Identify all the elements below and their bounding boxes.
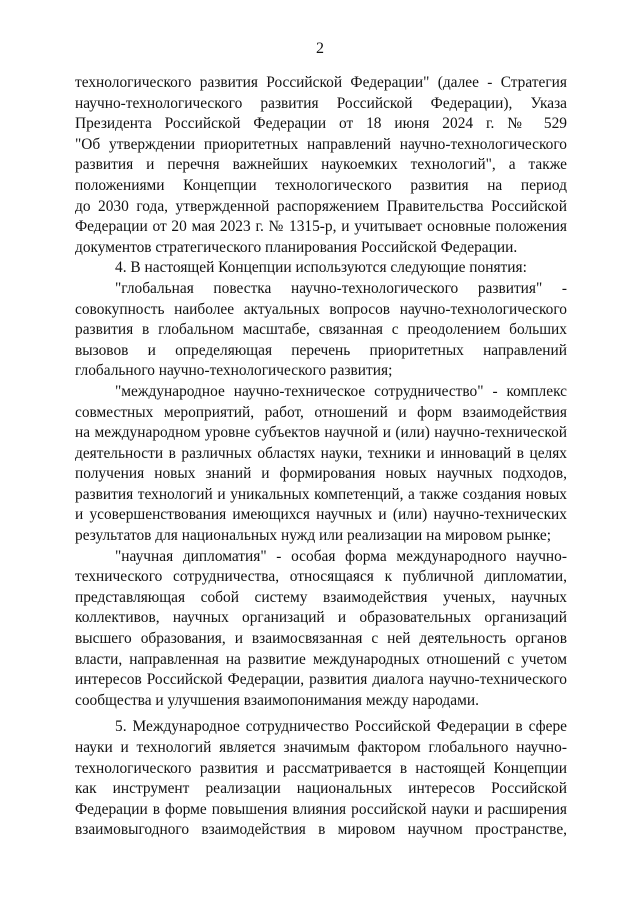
text-line: науки и технологий является значимым фактором глобального научно- [75, 739, 567, 756]
text-line: "глобальная повестка научно-технологического развития" - [115, 279, 567, 297]
text-line: совокупность наиболее актуальных вопросов научно-технологического [75, 300, 567, 318]
text-line: как инструмент реализации национальных интересов Российской [75, 780, 567, 798]
text-line: "научная дипломатия" - особая форма международного научно- [115, 547, 567, 565]
text-line: развития технологий и уникальных компетенций, а также создания новых [75, 485, 567, 503]
page-number: 2 [316, 40, 324, 57]
text-line: научно-технологического развития Российской Федерации), Указа [75, 94, 567, 112]
text-line: представляющая собой систему взаимодействия ученых, научных [75, 588, 567, 606]
paragraph-intro-continued [75, 73, 567, 258]
text-line: получения новых знаний и формирования новых научных подходов, [75, 465, 567, 483]
text-line: Федерации от 20 мая 2023 г. № 1315-р, и учитывает основные положения [75, 218, 567, 236]
text-line: деятельности в различных областях науки, техники и инноваций в целях [75, 444, 567, 462]
text-line: вызовов и определяющая перечень приоритетных направлений [75, 341, 567, 359]
text-line: технического сотрудничества, относящаяся к публичной дипломатии, [75, 568, 567, 586]
text-line: результатов для национальных нужд или реализации на мировом рынке; [75, 527, 551, 545]
paragraph-definition-global-agenda [75, 279, 567, 382]
text-line: развития и перечня важнейших наукоемких технологий", а также [75, 156, 567, 174]
text-line: сообщества и улучшения взаимопонимания между народами. [75, 691, 479, 709]
text-line: высшего образования, и взаимосвязанная с ней деятельность органов [75, 630, 567, 648]
text-line: интересов Российской Федерации, развития диалога научно-технического [75, 671, 567, 689]
text-line: Президента Российской Федерации от 18 июня 2024 г. № 529 [75, 115, 567, 133]
text-line: до 2030 года, утвержденной распоряжением Правительства Российской [75, 197, 567, 215]
document-body [75, 73, 567, 841]
paragraph-item-4 [75, 258, 567, 279]
text-line: "международное научно-техническое сотрудничество" - комплекс [115, 382, 567, 400]
text-line: положениями Концепции технологического развития на период [75, 176, 567, 194]
text-line: совместных мероприятий, работ, отношений и форм взаимодействия [75, 403, 567, 421]
text-line: глобального научно-технологического развития; [75, 362, 393, 380]
text-line: технологического развития Российской Федерации" (далее - Стратегия [75, 74, 567, 91]
paragraph-definition-science-diplomacy [75, 547, 567, 712]
text-line: 5. Международное сотрудничество Российской Федерации в сфере [115, 718, 567, 736]
text-line: власти, направленная на развитие международных отношений с учетом [75, 650, 567, 668]
paragraph-item-5 [75, 717, 567, 841]
text-line: взаимовыгодного взаимодействия в мировом научном пространстве, [75, 821, 567, 839]
text-line: документов стратегического планирования Российской Федерации. [75, 238, 518, 256]
text-line: 4. В настоящей Концепции используются следующие понятия: [115, 259, 527, 277]
text-line: на международном уровне субъектов научной и (или) научно-технической [75, 424, 567, 442]
text-line: и усовершенствования имеющихся научных и (или) научно-технических [75, 506, 567, 524]
text-line: развития в глобальном масштабе, связанная с преодолением больших [75, 321, 567, 339]
text-line: "Об утверждении приоритетных направлений научно-технологического [75, 135, 567, 153]
text-line: коллективов, научных организаций и образовательных организаций [75, 609, 567, 627]
text-line: Федерации в форме повышения влияния российской науки и расширения [75, 800, 567, 818]
paragraph-definition-intl-cooperation [75, 382, 567, 547]
text-line: технологического развития и рассматривается в настоящей Концепции [75, 759, 567, 777]
